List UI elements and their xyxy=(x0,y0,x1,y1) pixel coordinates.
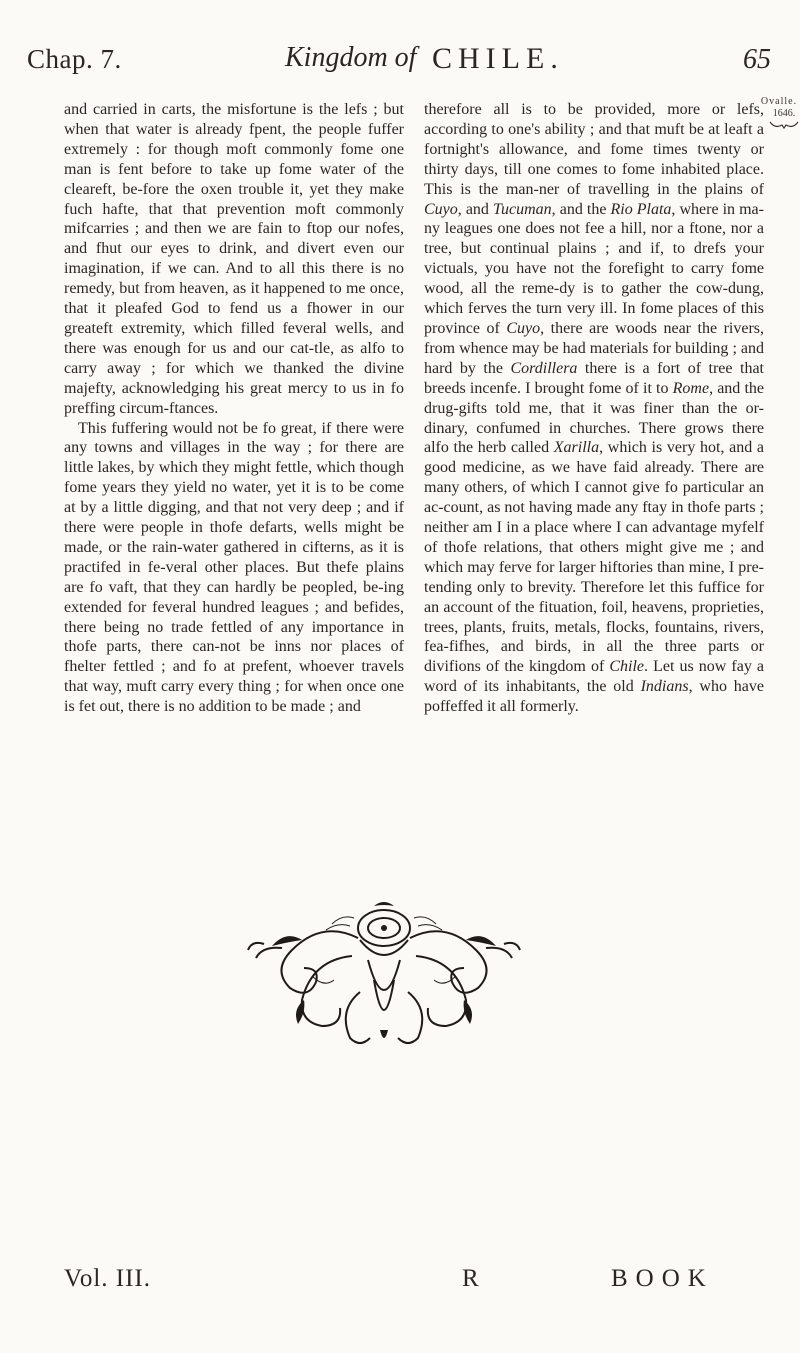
volume-label: Vol. III. xyxy=(64,1265,152,1292)
left-text-column xyxy=(64,100,404,717)
signature-mark: R xyxy=(462,1265,479,1292)
right-text-column xyxy=(424,100,764,717)
chapter-label: Chap. 7. xyxy=(27,44,122,74)
text-run: and carried in carts, the misfortune is the lefs ; but when that water is already fpent, the people fuffer extremely : for though moft commonly fome one man is fent before to take up fome water of the cleareft, be-fore the oxen trouble it, yet they make fuch hafte, that that prevention moft commonly mifcarries ; and then we are fain to ftop our nofes, and fhut our eyes to drink, and divert even our imagination, if we can. And to all this there is no remedy, but from heaven, as it happened to me once, that it pleafed God to fend us a fhower in our greateft extremity, which filled feveral wells, and there was enough for us and our cat-tle, as alfo to carry away ; for which we thanked the divine majefty, acknowledging his great mercy to us in fo preffing circum-ftances. xyxy=(64,101,404,417)
italic-term: Cuyo xyxy=(506,319,541,337)
country-label: CHILE. xyxy=(432,42,564,75)
text-run: This fuffering would not be fo great, if there were any towns and villages in the way ; for there are little lakes, by which they might fettle, which though fome years they yield no water, yet it is to be come at by a little digging, and that not very deep ; and if there were people in thofe defarts, wells might be made, or the rain-water gathered in cifterns, as it is practifed in fe-veral other places. But thefe plains are fo vaft, that they can hardly be peopled, be-ing extended for feveral hundred leagues ; and befides, there being no trade fettled of any importance in thofe parts, there can-not be inns nor places of fhelter fettled ; and fo at prefent, whoever travels that way, muft carry every thing ; for when once one is fet out, there is no addition to be made ; and xyxy=(64,419,404,716)
italic-term: Tucuman xyxy=(493,200,552,218)
italic-term: Rome xyxy=(672,379,710,397)
foliate-ornament-icon xyxy=(242,900,527,1050)
text-run: , and xyxy=(457,200,493,218)
paragraph xyxy=(64,419,404,718)
paragraph xyxy=(424,100,764,717)
text-run: , which is very hot, and a good medicine, as we have faid already. There are many others, of which I cannot give fo particular an ac-count, as not having made any ftay in thofe parts ; neither am I in a place where I can advantage myfelf of thofe relations, that others might give me ; and which may ferve for larger hiftories than mine, I pre-tending only to brevity. Therefore let this fuffice for an account of the fituation, foil, heavens, proprieties, trees, plants, fruits, metals, flocks, fountains, rivers, fea-fifhes, and birds, in all the three parts or divifions of the kingdom of xyxy=(424,439,764,676)
text-run: there is a fort of tree that breeds incenfe. I brought fome of it to xyxy=(424,359,764,397)
page-footer xyxy=(0,1265,800,1305)
text-run: , there are woods near the rivers, from whence may be had materials for building ; and hard by the xyxy=(424,319,765,377)
catchword: BOOK xyxy=(611,1265,714,1292)
margin-note-year: 1646. xyxy=(772,108,796,119)
italic-term: Cuyo xyxy=(424,200,458,218)
margin-note-author: Ovalle. xyxy=(760,96,798,107)
italic-term: Chile xyxy=(609,658,645,676)
text-run: , and the drug-gifts told me, that it was finer than the or-dinary, confumed in churches. There grows there alfo the herb called xyxy=(424,379,764,457)
italic-term: Rio Plata xyxy=(610,200,672,218)
running-head xyxy=(27,40,773,84)
text-run: , who have poffeffed it all formerly. xyxy=(424,678,764,716)
margin-note xyxy=(760,96,799,130)
text-run: . Let us now fay a word of its inhabitants, the old xyxy=(424,658,764,696)
bracket-flourish-icon xyxy=(769,120,799,130)
kingdom-label: Kingdom of xyxy=(285,42,417,73)
paragraph xyxy=(64,100,404,419)
text-run: , and the xyxy=(551,200,611,218)
text-run: , where in ma-ny leagues one does not fee a hill, nor a ftone, nor a tree, but continual plains ; and if, to drefs your victuals, you have not the forefight to carry fome wood, all the reme-dy is to gather the cow-dung, which ferves the turn very ill. In fome places of this province of xyxy=(424,200,764,337)
italic-term: Cordillera xyxy=(510,359,578,377)
italic-term: Indians xyxy=(640,678,689,696)
text-run: therefore all is to be provided, more or lefs, according to one's ability ; and that muft be at leaft a fortnight's allowance, and fome times twenty or thirty days, till one comes to fome inhabited place. This is the man-ner of travelling in the plains of xyxy=(424,101,764,198)
italic-term: Xarilla xyxy=(553,439,600,457)
page-number: 65 xyxy=(743,44,771,75)
